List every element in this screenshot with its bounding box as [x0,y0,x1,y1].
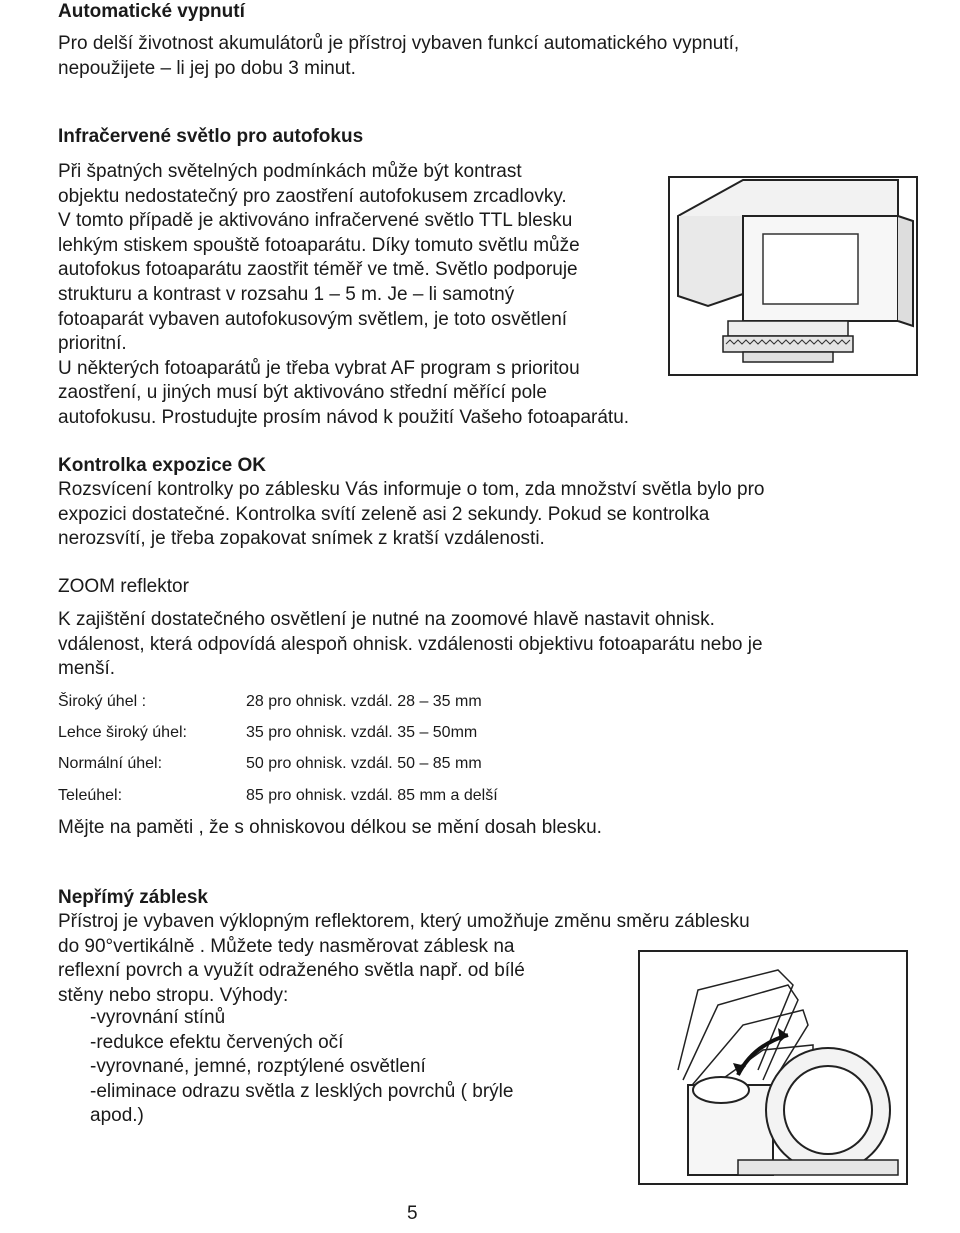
text-line: reflexní povrch a využít odraženého světla např. od bílé [58,960,525,982]
text-line: V tomto případě je aktivováno infračervené světlo TTL blesku [58,210,573,232]
heading-exposure: Kontrolka expozice OK [58,455,266,476]
text-line: zaostření, u jiných musí být aktivováno střední měřící pole [58,382,547,404]
zoom-row-value: 50 pro ohnisk. vzdál. 50 – 85 mm [246,755,482,772]
text-line: nerozsvítí, je třeba zopakovat snímek z kratší vzdálenosti. [58,528,545,550]
heading-bounce: Nepřímý záblesk [58,887,208,908]
text-line: fotoaparát vybaven autofokusovým světlem, je toto osvětlení [58,308,568,330]
list-item: -redukce efektu červených očí [90,1031,344,1053]
text-line: Při špatných světelných podmínkách může být kontrast [58,161,522,182]
heading-auto-off: Automatické vypnutí [58,1,245,22]
text-line: strukturu a kontrast v rozsahu 1 – 5 m. Je – li samotný [58,283,515,305]
text-line: Přístroj je vybaven výklopným reflektorem, který umožňuje změnu směru záblesku [58,911,750,932]
text-line: prioritní. [58,333,127,355]
bounce-advantages-list [90,1006,513,1129]
text-line: menší. [58,658,116,680]
zoom-note: Mějte na paměti , že s ohniskovou délkou se mění dosah blesku. [58,817,602,838]
text-line: K zajištění dostatečného osvětlení je nutné na zoomové hlavě nastavit ohnisk. [58,609,715,630]
text-line: do 90°vertikálně . Můžete tedy nasměrovat záblesk na [58,935,515,957]
zoom-row-value: 28 pro ohnisk. vzdál. 28 – 35 mm [246,693,482,710]
bounce-flash-illustration [638,950,908,1185]
heading-zoom-text: ZOOM reflektor [58,576,189,597]
zoom-row-label: Lehce široký úhel: [58,724,187,741]
heading-af-light: Infračervené světlo pro autofokus [58,126,364,147]
text-line: autofokus fotoaparátu zaostřit téměř ve tmě. Světlo podporuje [58,259,578,281]
list-item: -vyrovnané, jemné, rozptýlené osvětlení [90,1056,426,1078]
zoom-row-label: Teleúhel: [58,787,123,804]
text-line: nepoužijete – li jej po dobu 3 minut. [58,57,356,79]
list-item: apod.) [90,1105,144,1127]
text-line: stěny nebo stropu. Výhody: [58,984,289,1006]
heading-zoom [58,575,189,599]
text-line: vdálenost, která odpovídá alespoň ohnisk. vzdálenosti objektivu fotoaparátu nebo je [58,633,763,655]
zoom-row-label: Normální úhel: [58,755,163,772]
zoom-row-value: 35 pro ohnisk. vzdál. 35 – 50mm [246,724,478,741]
paragraph-zoom [58,608,763,682]
text-line: Rozsvícení kontrolky po záblesku Vás informuje o tom, zda množství světla bylo pro [58,479,765,500]
text-line: objektu nedostatečný pro zaostření autofokusem zrcadlovky. [58,185,567,207]
zoom-row-value: 85 pro ohnisk. vzdál. 85 mm a delší [246,787,498,804]
list-item: -vyrovnání stínů [90,1007,226,1028]
list-item: -eliminace odrazu světla z lesklých povrchů ( brýle [90,1080,514,1102]
text-line: Pro delší životnost akumulátorů je přístroj vybaven funkcí automatického vypnutí, [58,33,740,54]
flash-head-illustration [668,176,918,376]
paragraph-auto-off [58,32,739,81]
text-line: autofokusu. Prostudujte prosím návod k použití Vašeho fotoaparátu. [58,406,630,428]
text-line: U některých fotoaparátů je třeba vybrat AF program s prioritou [58,357,580,379]
paragraph-exposure [58,478,764,552]
paragraph-af-light [58,160,629,431]
page-number: 5 [407,1203,418,1224]
text-line: expozici dostatečné. Kontrolka svítí zeleně asi 2 sekundy. Pokud se kontrolka [58,503,710,525]
text-line: lehkým stiskem spouště fotoaparátu. Díky tomuto světlu může [58,234,580,256]
zoom-row-label: Široký úhel : [58,693,147,710]
